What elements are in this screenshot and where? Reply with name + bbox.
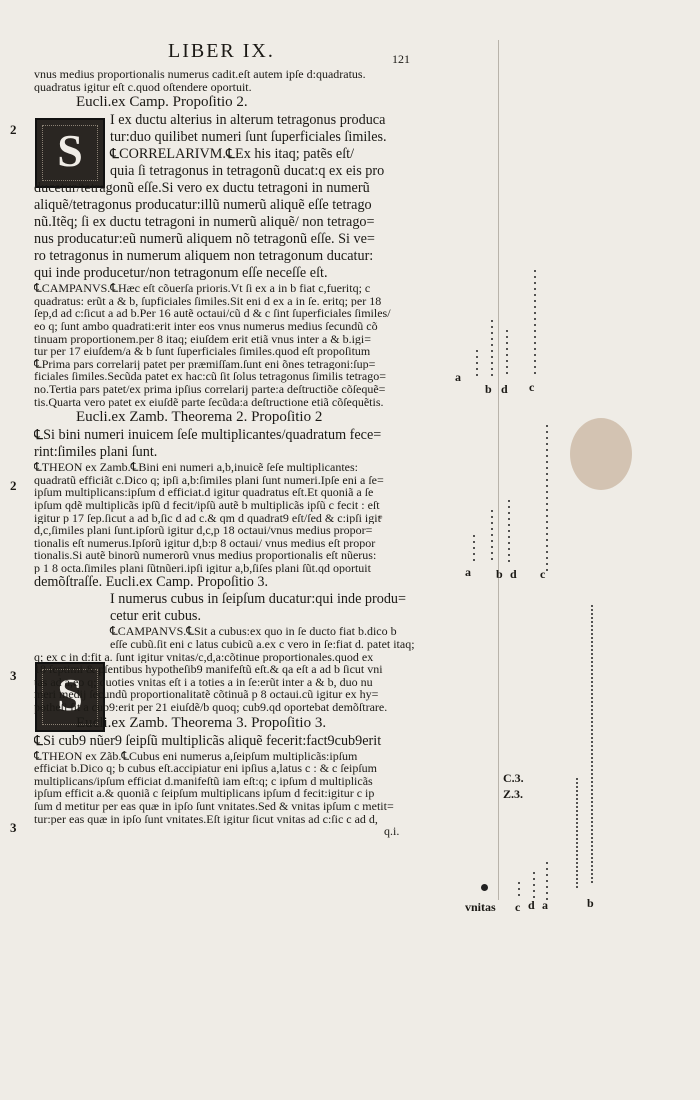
text-line: Eucli.ex Zamb. Theorema 2. Propoſitio 2 [76,409,323,426]
text-line: ficiales ſimiles.Secũda patet ex hac:cũ ſit ſolus tetragonus ſimilis tetrago= [34,370,387,383]
dot-column [590,605,594,885]
text-line: Eucli.ex Camp. Propoſitio 2. [76,94,248,111]
text-line: tur:per eas quæ in ipſo ſunt vnitates.Eſt igitur ſicut vnitas ad c:ſic c ad d, [34,812,378,826]
text-line: ſep,d ad c:ſicut a ad b.Per 16 autẽ octaui/cũ d & c ſint ſuperficiales ſimiles/ [34,307,391,320]
figure-label: c [529,380,535,394]
figure-label: c [515,900,521,914]
running-head: LIBER IX. [168,40,275,62]
text-line: tionalis.Si autẽ binorũ numerorũ vnus medius proportionalis eſt nũerus: [34,549,377,562]
text-line: tas ad a,eo q; quoties vnitas eſt i a toties a in ſe:erũt inter a & b, duo nu [34,675,373,689]
figure-proportion-3 [465,600,615,920]
side-number: 3 [10,820,17,835]
dot-column [490,510,494,564]
text-line: qui inde producetur/non tetragonum eſſe neceſſe eſt. [34,265,328,282]
dot-column [533,270,537,378]
dot-column [505,330,509,378]
text-line: eſſe cubũ.ſit eni c latus cubicũ a.ex c vero in ſe:fiat d. patet itaq; [110,638,415,651]
text-line: q; ex c in d:fit a. ſunt igitur vnitas/c,d,a:cõtinue proportionales.quod ex [34,650,374,664]
text-line: tis.Quarta vero patet ex eiuſdẽ parte ſecũda:a deſtructione etiã cõſequẽtis. [34,395,384,409]
text-line: ℄THEON ex Zãb.℄Cubus eni numerus a,ſeipſum multiplicãs:ipſum [34,749,358,763]
text-line: ℄CORRELARIVM.℄Ex his itaq; patẽs eſt/ [110,146,355,163]
text-line: quadratus igitur eſt c.quod oſtendere oportuit. [34,80,252,94]
dot-column [517,882,521,900]
text-line: eo q; ſunt ambo quadrati:erit inter eos vnus numerus medius ſecundũ cõ [34,319,378,333]
text-line: I ex ductu alterius in alterum tetragonus produca [110,112,386,129]
text-line: igitur p 17 ſep.ſicut a ad b,ſic d ad c.& qm d quadrat9 eſt/ſed & c:ipſi igitͤ [34,511,381,525]
text-line: ℄Si cub9 nũer9 ſeipſũ multiplicãs aliquẽ fecerit:fact9cub9erit [34,732,382,749]
text-line: ipſum multiplicans:ipſum d efficiat.d igitur quadratus eſt.Et quoniã a ſe [34,486,374,499]
figure-label: b [587,896,594,910]
text-line: demõſtraſſe. Eucli.ex Camp. Propoſitio 3. [34,574,269,591]
text-line: I numerus cubus in ſeipſum ducatur:qui inde produ= [110,591,407,608]
figure-label: c [540,567,546,581]
figure-label: d [510,567,517,581]
text-line: ducetur/tetragonũ eſſe.Si vero ex ductu tetragoni in numerũ [34,180,370,197]
text-line: ℄CAMPANVS.℄Sit a cubus:ex quo in ſe ducto fiat b.dico b [110,625,397,639]
figure-label: C.3. [503,771,524,785]
text-line: tur per 17 eiuſdem/a & b ſunt ſuperficiales ſimiles.quod eſt propoſitum [34,345,371,358]
text-line: quia ſi tetragonus in tetragonũ ducat:q ex eis pro [110,163,385,180]
text-line: ℄Si bini numeri inuicem ſeſe multiplicantes/quadratum fece= [34,427,382,444]
text-line: quadratus: erũt a & b, ſupficiales ſimiles.Sit eni d ex a in ſe. eritq; per 18 [34,294,382,308]
paper-stain [570,418,632,490]
dot-column [475,350,479,380]
main-text [34,68,454,838]
figure-label: b [496,567,503,581]
figure-proportion-2 [462,400,562,585]
initial-letter: S [57,669,83,720]
text-line: p 1 8 octa.ſimiles plani ſũtnũeri.ipſi igitur a,b,ſiſes plani ſũt.qd oportuit [34,561,371,575]
unit-point [481,884,488,891]
figure-proportion-1 [455,250,555,400]
text-line: 18 ſeptimi & pſentibus hypotheſib9 manifeſtũ eſt.& qa eſt a ad b ſicut vni [34,663,383,676]
text-line: potheſi ſit a cub9:erit per 21 eiuſdẽ/b quoq; cub9.qd oportebat demõſtrare. [34,701,388,714]
text-line: multiplicans/ipſum efficiat d.manifeſtũ iam eſt:q; c ipſum d multiplicãs [34,774,373,788]
text-line: ℄THEON ex Zamb.℄Bini eni numeri a,b,inuicẽ ſeſe multiplicantes: [34,461,358,474]
text-line: aliquẽ/tetragonus producatur:illũ numerũ aliquẽ eſſe tetrago [34,197,372,214]
text-line: ℄CAMPANVS.℄Hæc eſt cõuerſa prioris.Vt ſi ex a in b fiat c,fueritq; c [34,282,371,295]
text-line: ipſum qdẽ multiplicãs ipſũ d fecit/ipſũ autẽ b multiplicãs ipſũ c fecit : eſt [34,498,380,512]
text-line: rint:ſimiles plani ſunt. [34,444,158,461]
side-number: 2 [10,478,17,493]
text-line: tionalis eſt numerus.Ipſorũ igitur d,b:p 8 octaui/ vnus medius eſt propor [34,536,376,550]
text-line: ro tetragonus in numerum aliquem non tetragonum ducatur: [34,248,374,265]
dot-column [575,778,579,890]
side-number: 3 [10,668,17,683]
text-line: nus producatur:eũ numerũ aliquem nõ tetragonũ eſſe. Si ve= [34,231,375,248]
text-line: quadratũ efficiãt c.Dico q; ipſi a,b:ſimiles plani ſunt numeri.Ipſe eni a ſe= [34,473,384,487]
text-line: tinuam proportionem.per 8 itaq; eiuſdem erit etiã vnus inter a & b.igi= [34,332,372,346]
text-line: ipſum efficit a.& quoniã c ſeipſum multiplicans ipſum d fecit:igitur c ip [34,787,375,800]
text-line: q.i. [384,825,400,838]
dot-column [490,320,494,380]
text-line: ℄Prima pars correlarij patet per præmiſſam.ſunt eni õnes tetragoni:ſup= [34,357,376,371]
text-line: Eucli.ex Zamb. Theorema 3. Propoſitio 3. [76,714,327,731]
figure-label: a [542,898,548,912]
text-line: no.Tertia pars patet/ex prima ipſius correlarij parte:a deſtructiõe cõſequẽ= [34,382,386,396]
text-line: tur:duo quilibet numeri ſunt ſuperficiales ſimiles. [110,129,387,146]
text-line: ſum d metitur per eas quæ in ipſo ſunt vnitates.Sed & vnitas ipſum c metit= [34,800,394,813]
text-line: vnus medius proportionalis numerus cadit.eſt autem ipſe d:quadratus. [34,68,366,81]
text-line: d,c,ſimiles plani ſunt.ipſorũ igitur d,c,p 18 octaui/vnus medius propor= [34,524,373,537]
side-number: 2 [10,122,17,137]
figure-label: a [465,565,471,579]
dot-column [507,500,511,566]
initial-letter: S [57,125,83,176]
figure-label: d [501,382,508,396]
figure-label: Z.3. [503,787,524,801]
figure-label: b [485,382,492,396]
text-line: efficiat b.Dico q; b cubus eſt.accipiatur eni ipſius a,latus c : & c ſeipſum [34,762,378,775]
figure-label: a [455,370,461,384]
text-line: nũ.Itẽq; ſi ex ductu tetragoni in numerũ aliquẽ/ non tetrago= [34,214,375,231]
figure-label: vnitas [465,900,496,914]
dot-column [545,425,549,575]
folio-number: 121 [392,52,410,66]
figure-label: d [528,898,535,912]
text-line: meri medij ſecundũ proportionalitatẽ cõtinuã p 8 octaui.cũ igitur ex hy= [34,688,379,702]
dot-column [472,535,476,565]
text-line: cetur erit cubus. [110,608,201,625]
